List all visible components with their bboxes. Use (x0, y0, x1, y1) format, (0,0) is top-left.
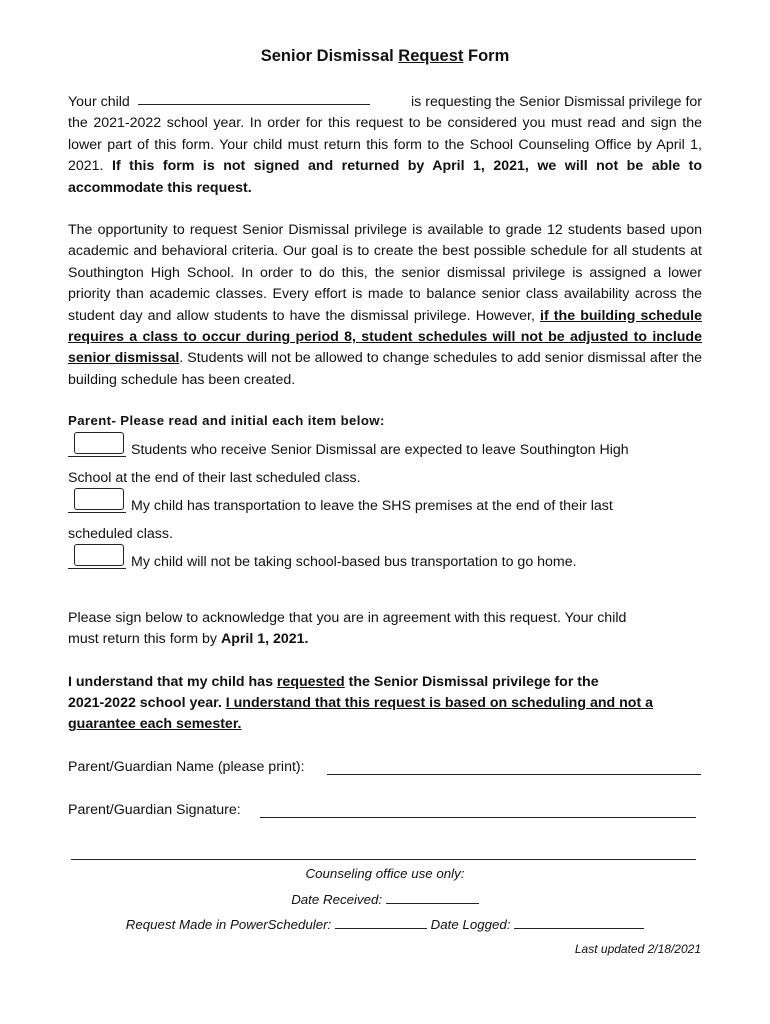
intro-paragraph (68, 92, 702, 199)
title-suffix: Form (463, 47, 510, 65)
understand-requested: requested (276, 674, 345, 690)
understand-b: the Senior Dismissal privilege for the (344, 674, 599, 690)
understand-line-1 (68, 672, 599, 693)
initial-line-1 (68, 456, 126, 457)
understand-line-2 (68, 693, 653, 714)
sign-note-line-1: Please sign below to acknowledge that you are in agreement with this request. Your child (68, 610, 627, 626)
item-2-line-1: My child has transportation to leave the SHS premises at the end of their last (131, 498, 613, 514)
initial-line-2 (68, 512, 126, 513)
request-made-field[interactable] (335, 916, 427, 929)
date-logged-label: Date Logged: (430, 917, 511, 932)
intro-your-child: Your child (68, 94, 130, 110)
date-received-label: Date Received: (291, 892, 383, 907)
initial-box-1[interactable] (74, 432, 124, 454)
item-3-line-1: My child will not be taking school-based bus transportation to go home. (131, 554, 577, 570)
initial-line-3 (68, 568, 126, 569)
request-made-label: Request Made in PowerScheduler: (125, 917, 332, 932)
powerscheduler-row (0, 916, 770, 932)
title-prefix: Senior Dismissal (260, 47, 399, 65)
understand-line-3 (68, 714, 242, 735)
opportunity-text: The opportunity to request Senior Dismissal privilege is available to grade 12 students based upon academic and behavioral criteria. Our goal is to create the best possible schedule for all students at Southington High School. In order to do this, the senior dismissal privilege is assigned a lower priority than academic classes. Every effort is made to balance senior class availability across the student day and allow students to have the dismissal privilege. However, (68, 222, 702, 324)
date-logged-field[interactable] (514, 916, 644, 929)
item-1-line-2: School at the end of their last scheduled class. (68, 470, 361, 486)
intro-requesting: is requesting the Senior Dismissal privilege for (411, 94, 702, 110)
intro-deadline-warning: If this form is not signed and returned by April 1, 2021, we will not be able to accommodate this request. (68, 158, 702, 196)
sign-note-text: must return this form by (68, 631, 221, 647)
intro-rest: the 2021-2022 school year. In order for this request to be considered you must read and sign the lower part of this form. Your child must return this form to the School Counseling Office by April 1, 2021. (68, 115, 702, 175)
office-title: Counseling office use only: (305, 866, 465, 881)
form-title (0, 47, 770, 66)
last-updated: Last updated 2/18/2021 (574, 942, 701, 956)
understand-scheduling: I understand that this request is based on scheduling and not a (225, 695, 654, 711)
title-request: Request (398, 47, 464, 65)
opportunity-period8-warning: if the building schedule requires a class to occur during period 8, student schedules will not be adjusted to include senior dismissal (68, 307, 702, 367)
child-name-blank[interactable] (138, 92, 370, 105)
understand-guarantee: guarantee each semester. (68, 716, 242, 732)
date-received-field[interactable] (386, 891, 479, 904)
opportunity-after: . Students will not be allowed to change schedules to add senior dismissal after the building schedule has been created. (68, 350, 702, 388)
initial-box-2[interactable] (74, 488, 124, 510)
sign-note-line-2 (68, 629, 309, 650)
signature-label: Parent/Guardian Signature: (68, 802, 241, 818)
understand-c: 2021-2022 school year. (68, 695, 226, 711)
item-1-line-1: Students who receive Senior Dismissal are expected to leave Southington High (131, 442, 629, 458)
opportunity-paragraph (68, 220, 702, 391)
signature-field[interactable] (260, 817, 696, 818)
name-label: Parent/Guardian Name (please print): (68, 759, 305, 775)
parent-heading: Parent- Please read and initial each item below: (68, 413, 385, 428)
sign-note-date: April 1, 2021. (220, 631, 309, 647)
name-field[interactable] (327, 774, 701, 775)
office-separator (71, 859, 696, 860)
understand-a: I understand that my child has (68, 674, 277, 690)
date-received-row (0, 891, 770, 907)
initial-box-3[interactable] (74, 544, 124, 566)
item-2-line-2: scheduled class. (68, 526, 173, 542)
